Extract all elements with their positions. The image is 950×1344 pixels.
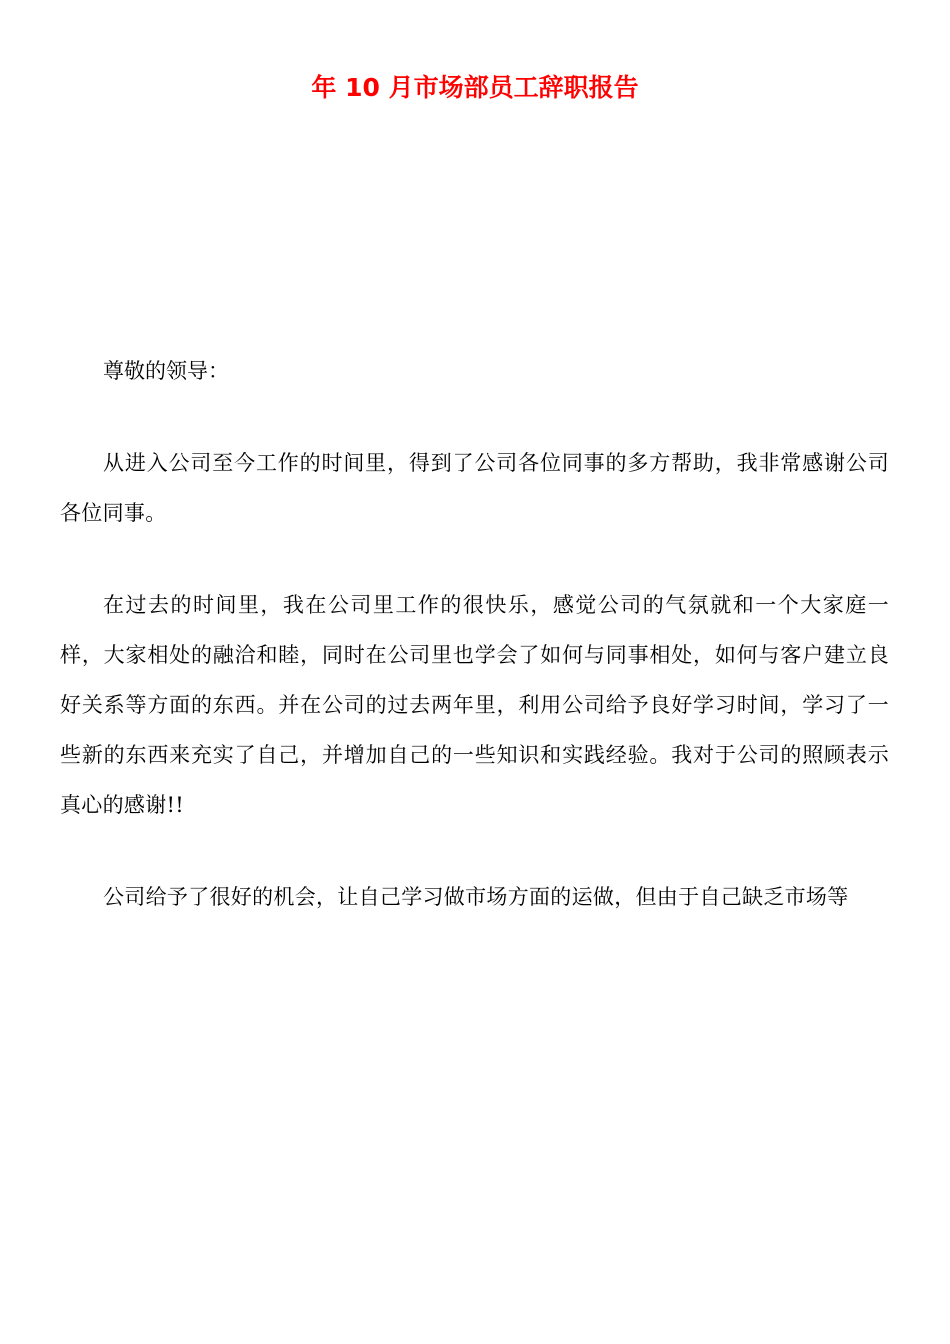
salutation: 尊敬的领导： — [103, 359, 229, 383]
paragraph-2: 在过去的时间里，我在公司里工作的很快乐，感觉公司的气氛就和一个大家庭一样，大家相处的融洽和睦，同时在公司里也学会了如何与同事相处，如何与客户建立良好关系等方面的东西。并在公司的过去两年里，利用公司给予良好学习时间，学习了一些新的东西来充实了自己，并增加自己的一些知识和实践经验。我对于公司的照顾表示真心的感谢!! — [60, 593, 889, 817]
document-body — [60, 346, 889, 964]
paragraph-3: 公司给予了很好的机会，让自己学习做市场方面的运做，但由于自己缺乏市场等 — [103, 885, 849, 909]
document-title: 年 10 月市场部员工辞职报告 — [311, 73, 639, 102]
paragraph-1: 从进入公司至今工作的时间里，得到了公司各位同事的多方帮助，我非常感谢公司各位同事。 — [60, 451, 889, 525]
